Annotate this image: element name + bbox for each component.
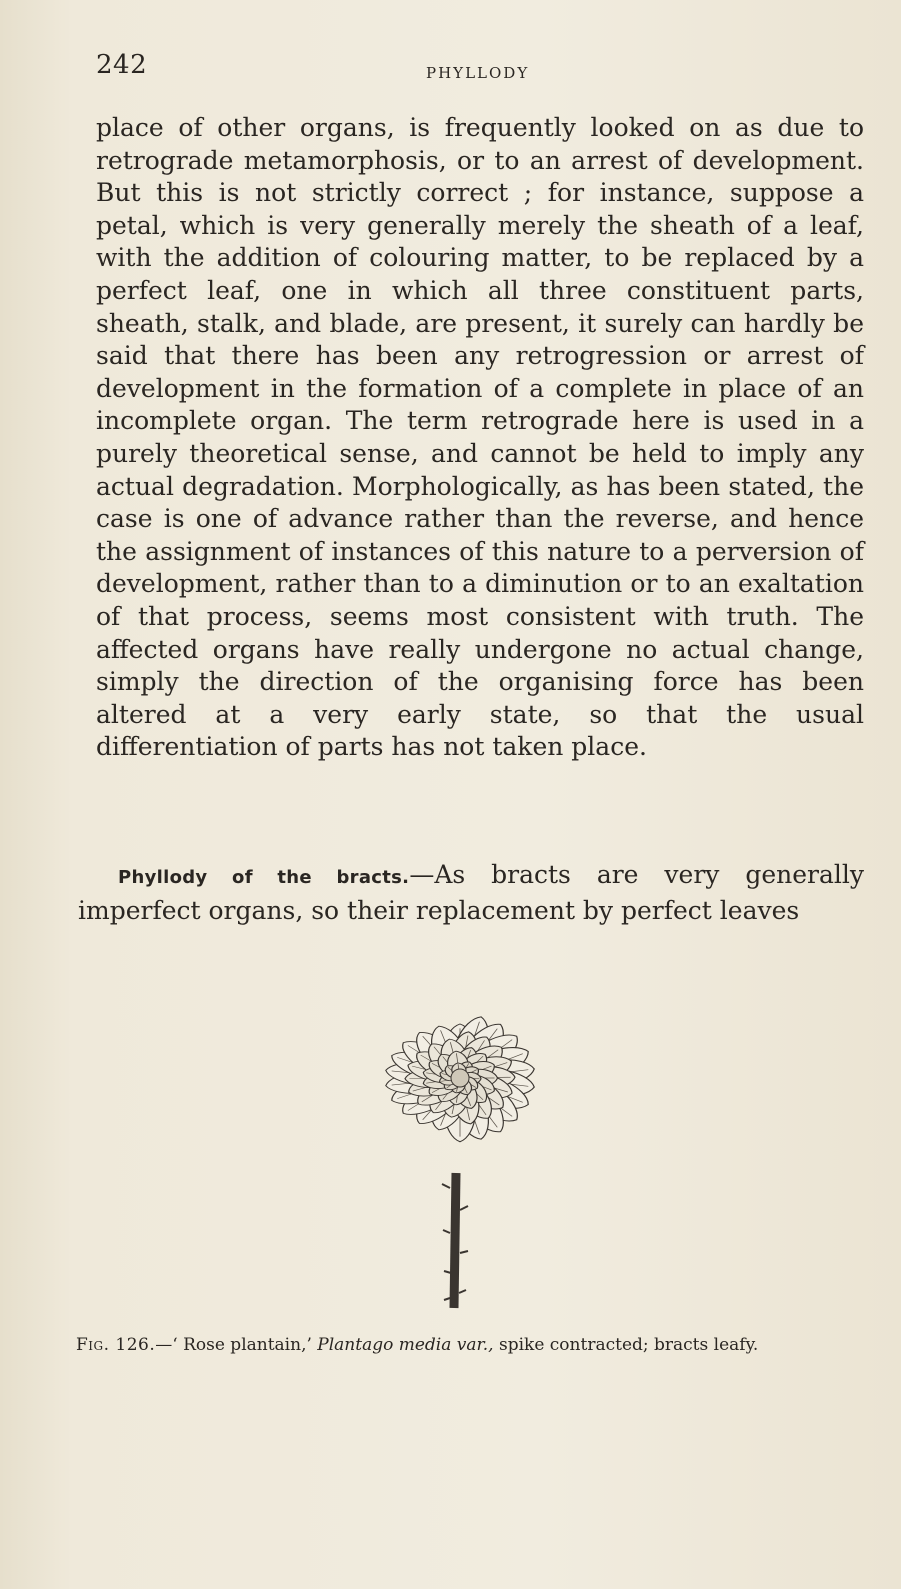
caption-text-post: spike contracted; bracts leafy. [493,1335,759,1355]
section-phyllody-bracts [78,858,864,927]
body-paragraph [96,112,864,764]
rosette-center [451,1069,469,1087]
flower-stem [442,1173,468,1308]
page-header [96,50,856,90]
figure-label: Fig. 126. [76,1335,156,1355]
running-head: PHYLLODY [426,64,530,82]
rose-plantain-illustration [270,948,650,1328]
caption-text-pre: —‘ Rose plantain,’ [155,1335,318,1355]
page-number: 242 [96,50,148,80]
body-paragraph-text: place of other organs, is frequently looked on as due to retrograde metamorphosis, or to an arrest of development. But this is not strictly correct ; for instance, suppose a petal, which is very generally merely the sheath of a leaf, with the addition of colouring matter, to be replaced by a perfect leaf, one in which all three constituent parts, sheath, stalk, and blade, are present, it surely can hardly be said that there has been any retrogression or arrest of development in the formation of a complete in place of an incomplete organ. The term retrograde here is used in a purely theoretical sense, and cannot be held to imply any actual degradation. Morphologically, as has been stated, the case is one of advance rather than the reverse, and hence the assignment of instances of this nature to a perversion of development, rather than to a diminution or to an exaltation of that process, seems most consistent with truth. The affected organs have really undergone no actual change, simply the direction of the organising force has been altered at a very early state, so that the usual differentiation of parts has not taken place. [96,113,864,762]
section-text: —As bracts are very generally imperfect organs, so their replacement by perfect leaves [78,860,865,925]
species-name: Plantago media var., [317,1335,494,1355]
section-title: Phyllody of the bracts. [118,867,410,888]
leafy-bract-rosette [384,1013,537,1143]
figure-caption [76,1334,866,1356]
